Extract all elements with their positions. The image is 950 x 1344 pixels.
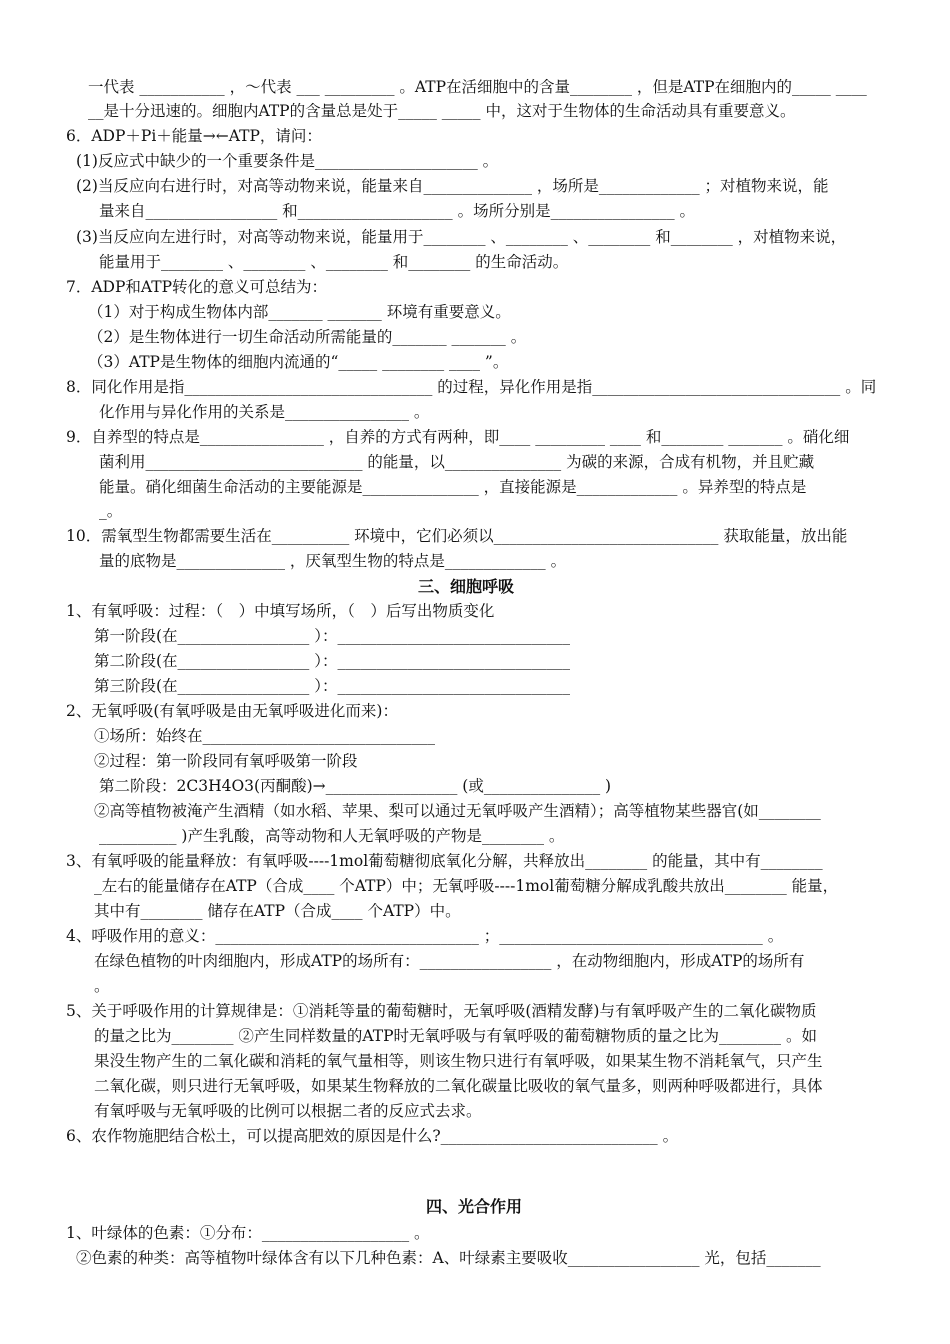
text-line: （1）对于构成生物体内部_______ _______ 环境有重要意义。: [88, 303, 511, 321]
text-line: 8．同化作用是指________________________________ 的过程，异化作用是指________________________________ 。同: [66, 378, 877, 396]
text-line: 4、呼吸作用的意义：__________________________________ ；__________________________________ 。: [66, 927, 784, 945]
text-line: 其中有________ 储存在ATP（合成____ 个ATP）中。: [94, 902, 461, 920]
section-heading-photosynthesis: 四、光合作用: [426, 1197, 523, 1216]
text-line: 9．自养型的特点是________________ ，自养的方式有两种，即____ _________ ____ 和________ _______ 。硝化细: [66, 428, 850, 446]
text-line: __是十分迅速的。细胞内ATP的含量总是处于_____ _____ 中，这对于生物体的生命活动具有重要意义。: [88, 102, 796, 120]
text-line: 第二阶段(在_________________ ）：______________________________: [94, 652, 570, 670]
text-line: 6、农作物施肥结合松土，可以提高肥效的原因是什么?____________________________ 。: [66, 1127, 679, 1145]
text-line: 。: [94, 977, 110, 995]
text-line: __________ )产生乳酸，高等动物和人无氧呼吸的产物是________ 。: [99, 827, 565, 845]
text-line: 1、有氧呼吸：过程：（ ）中填写场所，（ ）后写出物质变化: [66, 602, 495, 620]
text-line: 菌利用____________________________ 的能量，以_______________ 为碳的来源，合成有机物，并且贮藏: [99, 453, 815, 471]
text-line: 在绿色植物的叶肉细胞内，形成ATP的场所有：_________________ ，在动物细胞内，形成ATP的场所有: [94, 952, 805, 970]
text-line: 量来自_________________ 和____________________ 。场所分别是________________ 。: [99, 202, 696, 220]
text-line: 的量之比为________ ②产生同样数量的ATP时无氧呼吸与有氧呼吸的葡萄糖物质的量之比为________ 。如: [94, 1027, 817, 1045]
text-line: 果没生物产生的二氧化碳和消耗的氧气量相等，则该生物只进行有氧呼吸，如果某生物不消耗氧气，只产生: [94, 1052, 823, 1070]
text-line: ②过程：第一阶段同有氧呼吸第一阶段: [94, 752, 358, 770]
text-line: 化作用与异化作用的关系是________________ 。: [99, 403, 430, 421]
text-line: ②色素的种类：高等植物叶绿体含有以下几种色素：A、叶绿素主要吸收_________________ 光，包括_______: [76, 1249, 821, 1267]
text-line: 能量。硝化细菌生命活动的主要能源是_______________ ，直接能源是_____________ 。异养型的特点是: [99, 478, 807, 496]
text-line: (3)当反应向左进行时，对高等动物来说，能量用于________ 、________ 、________ 和________ ，对植物来说，: [76, 228, 847, 246]
text-line: ①场所：始终在______________________________: [94, 727, 436, 745]
text-line: 第一阶段(在_________________ ）：______________________________: [94, 627, 570, 645]
text-line: 5、关于呼吸作用的计算规律是：①消耗等量的葡萄糖时，无氧呼吸(酒精发酵)与有氧呼吸产生的二氧化碳物质: [66, 1002, 817, 1020]
text-line: 量的底物是______________ ，厌氧型生物的特点是_____________ 。: [99, 552, 567, 570]
text-line: 第二阶段：2C3H4O3(丙酮酸)→_________________ (或_______________ ): [99, 777, 612, 795]
text-line: 一代表 ___________ ，～代表 ___ _________ 。ATP在活细胞中的含量________ ，但是ATP在细胞内的_____ ____: [88, 78, 867, 96]
text-line: _。: [99, 502, 123, 520]
text-line: 2、无氧呼吸(有氧呼吸是由无氧呼吸进化而来)：: [66, 702, 398, 720]
text-line: _左右的能量储存在ATP（合成____ 个ATP）中；无氧呼吸----1mol葡萄糖分解成乳酸共放出________ 能量，: [94, 877, 839, 895]
text-line: ②高等植物被淹产生酒精（如水稻、苹果、梨可以通过无氧呼吸产生酒精）；高等植物某些器官(如________: [94, 802, 821, 820]
text-line: 6．ADP＋Pi＋能量→←ATP，请问：: [66, 127, 322, 145]
text-line: 二氧化碳，则只进行无氧呼吸，如果某生物释放的二氧化碳量比吸收的氧气量多，则两种呼吸都进行，具体: [94, 1077, 823, 1095]
text-line: 能量用于________ 、________ 、________ 和________ 的生命活动。: [99, 253, 569, 271]
section-heading-cell-respiration: 三、细胞呼吸: [418, 577, 515, 596]
text-line: 1、叶绿体的色素：①分布：___________________ 。: [66, 1224, 430, 1242]
text-line: （2）是生物体进行一切生命活动所需能量的_______ _______ 。: [88, 328, 527, 346]
text-line: 有氧呼吸与无氧呼吸的比例可以根据二者的反应式去求。: [94, 1102, 482, 1120]
text-line: 10．需氧型生物都需要生活在__________ 环境中，它们必须以_____________________________ 获取能量，放出能: [66, 527, 848, 545]
text-line: 第三阶段(在_________________ ）：______________________________: [94, 677, 570, 695]
text-line: 3、有氧呼吸的能量释放：有氧呼吸----1mol葡萄糖彻底氧化分解，共释放出________ 的能量，其中有________: [66, 852, 823, 870]
text-line: 7．ADP和ATP转化的意义可总结为：: [66, 278, 328, 296]
text-line: （3）ATP是生物体的细胞内流通的“_____ ________ ____ ”。: [88, 353, 509, 371]
text-line: (1)反应式中缺少的一个重要条件是_____________________ 。: [76, 152, 499, 170]
text-line: (2)当反应向右进行时，对高等动物来说，能量来自______________ ，场所是_____________ ；对植物来说，能: [76, 177, 829, 195]
